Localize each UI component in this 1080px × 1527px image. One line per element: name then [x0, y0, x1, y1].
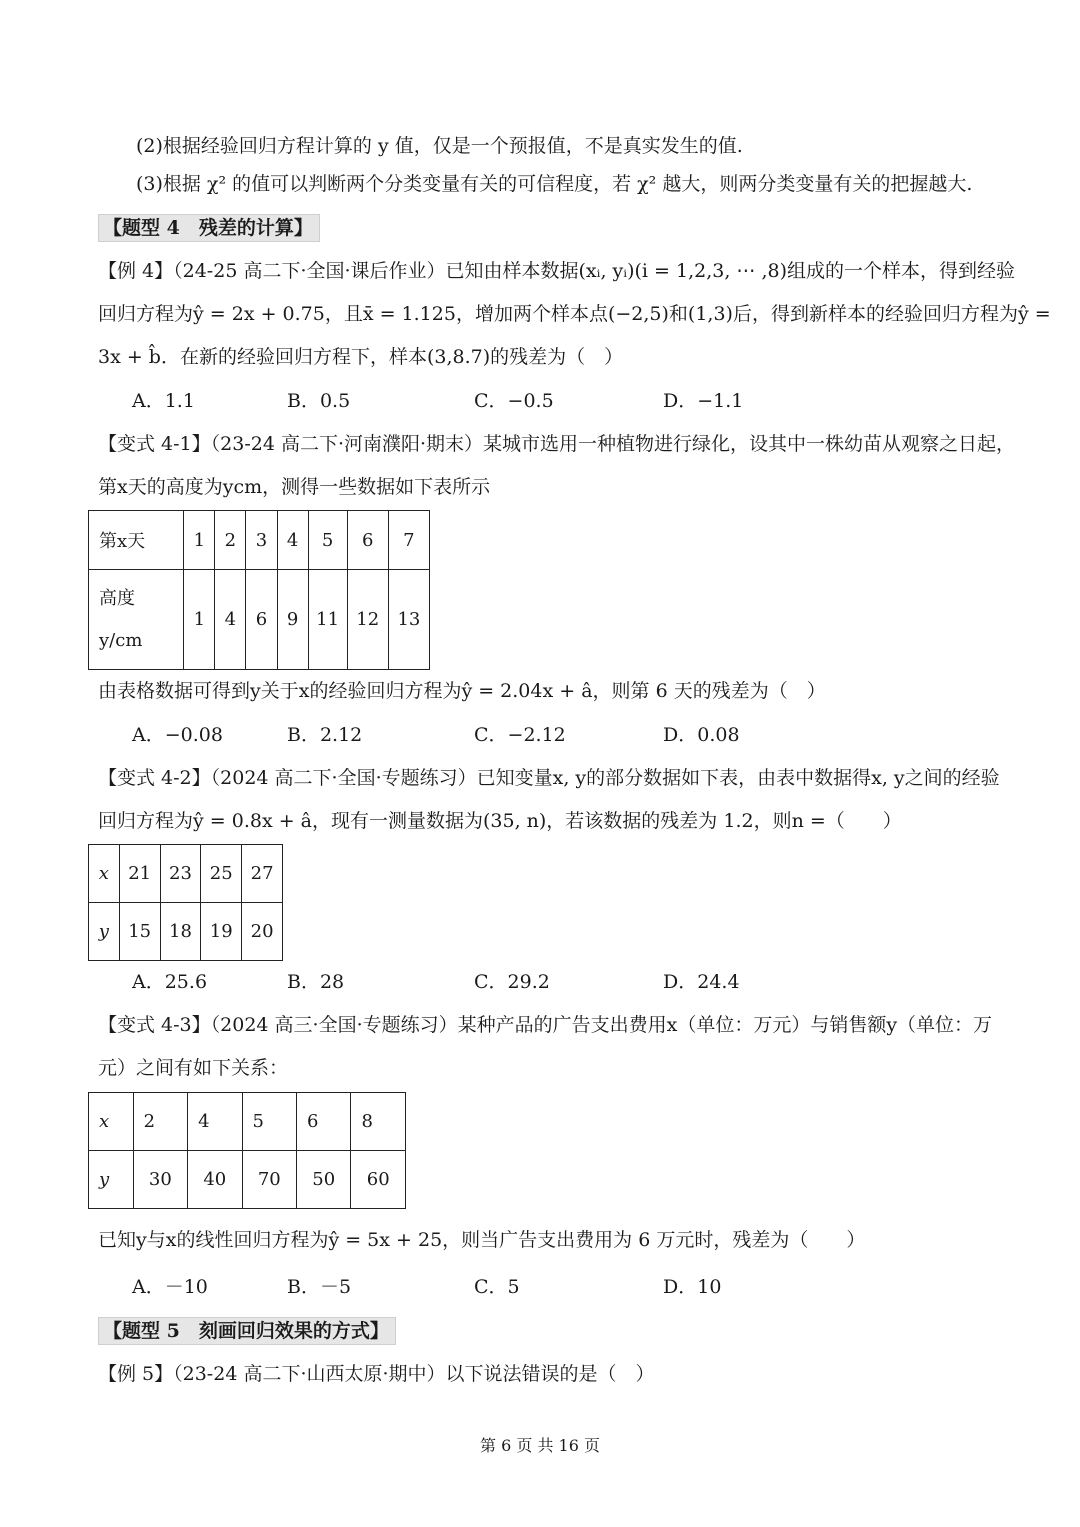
table-cell: 25	[201, 845, 242, 903]
table-cell: 30	[133, 1151, 187, 1209]
option-c: C．−2.12	[474, 724, 566, 746]
table-cell: 70	[242, 1151, 296, 1209]
example4-line-1: 【例 4】（24-25 高二下·全国·课后作业）已知由样本数据(xᵢ, yᵢ)(i = 1,2,3, ⋯ ,8)组成的一个样本，得到经验	[98, 260, 1016, 282]
variant42-table	[88, 844, 283, 961]
table-cell: 4	[215, 570, 246, 670]
table-cell: 6	[347, 511, 388, 570]
table-cell: 6	[246, 570, 277, 670]
table-cell: 7	[388, 511, 429, 570]
height-label: 高度	[99, 587, 135, 609]
variant41-line-1: 【变式 4-1】（23-24 高二下·河南濮阳·期末）某城市选用一种植物进行绿化，设其中一株幼苗从观察之日起，	[98, 433, 1016, 455]
table-cell: 4	[277, 511, 308, 570]
variant41-question: 由表格数据可得到y关于x的经验回归方程为ŷ = 2.04x + â，则第 6 天的残差为（ ）	[98, 680, 826, 702]
intro-line-2: (2)根据经验回归方程计算的 y 值，仅是一个预报值，不是真实发生的值.	[136, 135, 743, 157]
intro-line-3: (3)根据 χ² 的值可以判断两个分类变量有关的可信程度，若 χ² 越大，则两分类变量有关的把握越大.	[136, 173, 973, 195]
x-label: x	[89, 845, 120, 903]
option-b: B．－5	[287, 1276, 352, 1298]
table-cell: 4	[188, 1093, 242, 1151]
table-cell: 8	[351, 1093, 406, 1151]
variant42-line-1: 【变式 4-2】（2024 高二下·全国·专题练习）已知变量x, y的部分数据如下表，由表中数据得x, y之间的经验	[98, 767, 1000, 789]
type4-heading-text: 【题型 4 残差的计算】	[98, 214, 320, 242]
table-cell: 20	[242, 903, 283, 961]
table-cell: 11	[308, 570, 347, 670]
table-cell: 21	[119, 845, 160, 903]
table-cell: 19	[201, 903, 242, 961]
option-c: C．−0.5	[474, 390, 554, 412]
table-row-label: 第x天	[89, 511, 184, 570]
variant41-table	[88, 510, 430, 670]
table-cell: 12	[347, 570, 388, 670]
type4-heading	[98, 214, 320, 242]
example4-line-3: 3x + b̂．在新的经验回归方程下，样本(3,8.7)的残差为（ ）	[98, 346, 624, 368]
option-c: C．29.2	[474, 971, 550, 993]
unit-label: y/cm	[99, 629, 143, 651]
table-cell: 50	[297, 1151, 351, 1209]
example5-line: 【例 5】（23-24 高二下·山西太原·期中）以下说法错误的是（ ）	[98, 1363, 655, 1385]
table-cell: 9	[277, 570, 308, 670]
variant43-line-1: 【变式 4-3】（2024 高三·全国·专题练习）某种产品的广告支出费用x（单位：万元）与销售额y（单位：万	[98, 1014, 993, 1036]
option-b: B．2.12	[287, 724, 363, 746]
table-cell: 3	[246, 511, 277, 570]
table-cell: 27	[242, 845, 283, 903]
page-number: 第 6 页 共 16 页	[480, 1436, 600, 1455]
table-row-label	[89, 570, 184, 670]
option-d: D．10	[663, 1276, 722, 1298]
variant43-question: 已知y与x的线性回归方程为ŷ = 5x + 25，则当广告支出费用为 6 万元时，残差为（ ）	[98, 1229, 866, 1251]
variant42-line-2: 回归方程为ŷ = 0.8x + â，现有一测量数据为(35, n)，若该数据的残差为 1.2，则n =（ ）	[98, 810, 902, 832]
table-cell: 2	[133, 1093, 187, 1151]
table-cell: 5	[242, 1093, 296, 1151]
option-a: A．－10	[132, 1276, 208, 1298]
option-d: D．−1.1	[663, 390, 744, 412]
table-cell: 1	[184, 570, 215, 670]
option-b: B．0.5	[287, 390, 351, 412]
table-cell: 6	[297, 1093, 351, 1151]
type5-heading-text: 【题型 5 刻画回归效果的方式】	[98, 1317, 396, 1345]
option-b: B．28	[287, 971, 345, 993]
table-cell: 13	[388, 570, 429, 670]
x-label: x	[89, 1093, 134, 1151]
y-label: y	[89, 903, 120, 961]
table-cell: 2	[215, 511, 246, 570]
option-a: A．1.1	[132, 390, 195, 412]
variant41-line-2: 第x天的高度为ycm，测得一些数据如下表所示	[98, 476, 491, 498]
table-cell: 40	[188, 1151, 242, 1209]
option-d: D．0.08	[663, 724, 740, 746]
option-c: C．5	[474, 1276, 520, 1298]
table-cell: 18	[160, 903, 201, 961]
example4-line-2: 回归方程为ŷ = 2x + 0.75，且x̄ = 1.125，增加两个样本点(−2,5)和(1,3)后，得到新样本的经验回归方程为ŷ =	[98, 303, 1051, 325]
table-cell: 1	[184, 511, 215, 570]
variant43-table	[88, 1092, 406, 1209]
table-cell: 60	[351, 1151, 406, 1209]
option-a: A．25.6	[132, 971, 208, 993]
y-label: y	[89, 1151, 134, 1209]
table-cell: 5	[308, 511, 347, 570]
option-d: D．24.4	[663, 971, 740, 993]
table-cell: 15	[119, 903, 160, 961]
variant43-line-2: 元）之间有如下关系：	[98, 1057, 289, 1079]
table-cell: 23	[160, 845, 201, 903]
type5-heading	[98, 1317, 396, 1345]
option-a: A．−0.08	[132, 724, 223, 746]
